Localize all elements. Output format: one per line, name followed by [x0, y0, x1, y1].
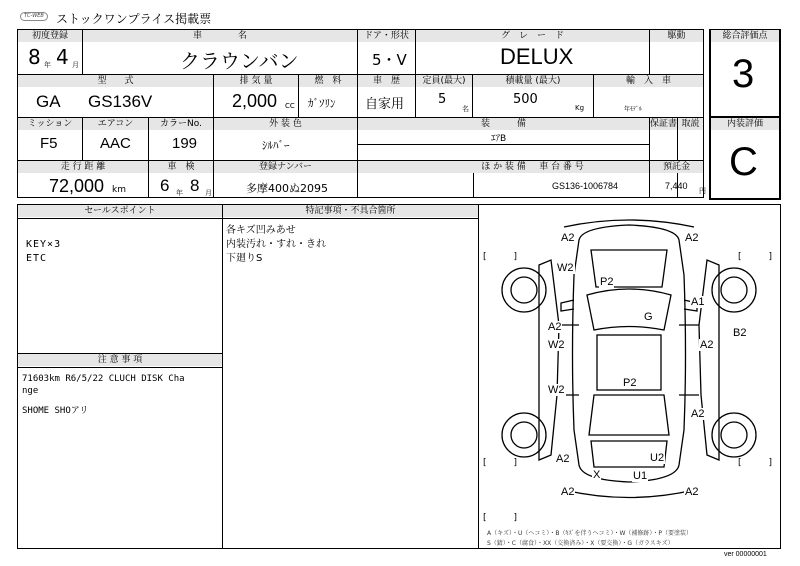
exterior-value: ｼﾙﾊﾞｰ — [262, 139, 290, 152]
recycle-value: 7,440 — [665, 181, 688, 191]
damage-mark: A2 — [561, 232, 575, 244]
car-name: クラウンバン — [180, 49, 299, 73]
first-reg-month: 4 — [56, 45, 69, 69]
chassis-value: GS136-1006784 — [552, 181, 619, 191]
damage-mark: A2 — [700, 339, 714, 351]
remark-line: 各キズ凹みあせ — [226, 225, 296, 236]
inspection-month: 8 — [190, 176, 200, 195]
label-mileage: 走 行 距 離 — [18, 161, 148, 173]
damage-mark: A2 — [685, 486, 699, 498]
equipment-value: ｴｱB — [491, 134, 507, 144]
label-drive: 駆動 — [650, 30, 703, 42]
diagram-bracket: [ ] — [483, 513, 518, 523]
displacement-unit: CC — [285, 102, 295, 110]
fuel-value: ｶﾞｿﾘﾝ — [308, 97, 336, 110]
diagram-bracket: [ ] — [738, 458, 773, 468]
damage-mark: A1 — [691, 296, 705, 308]
capacity-value: 5 — [438, 92, 447, 107]
overall-rating: 3 — [732, 52, 755, 96]
label-displacement: 排 気 量 — [214, 75, 298, 87]
recycle-unit: 円 — [699, 187, 706, 195]
label-car-name: 車 名 — [83, 30, 357, 42]
mileage-value: 72,000 — [49, 176, 105, 196]
type-value: GS136V — [88, 92, 153, 111]
label-mission: ミッション — [18, 118, 82, 130]
label-recycle: 預託金 — [650, 161, 703, 173]
first-reg-year-unit: 年 — [44, 61, 51, 69]
damage-mark: W2 — [548, 384, 565, 396]
label-notes: 注 意 事 項 — [18, 354, 222, 366]
damage-mark: W2 — [548, 339, 565, 351]
load-value: 500 — [513, 92, 538, 107]
damage-mark: G — [644, 311, 653, 323]
displacement-value: 2,000 — [232, 91, 278, 111]
grade-value: DELUX — [500, 44, 574, 69]
note-line: nge — [22, 386, 39, 396]
page-title: ストックワンプライス掲載票 — [56, 12, 212, 26]
label-load: 積載量 (最大) — [473, 75, 593, 87]
inspection-month-unit: 月 — [205, 189, 212, 197]
label-fuel: 燃 料 — [299, 75, 357, 87]
mission-value: F5 — [40, 135, 58, 152]
damage-mark: X — [593, 469, 601, 481]
label-interior-rating: 内装評価 — [711, 118, 779, 130]
label-overall-rating: 総合評価点 — [711, 30, 779, 42]
sales-point-line: KEY×3 — [26, 239, 62, 250]
label-other-equipment: ほ か 装 備 — [358, 161, 649, 173]
damage-mark: A2 — [691, 408, 705, 420]
remark-line: 内装汚れ・すれ・きれ — [226, 239, 326, 250]
diagram-bracket: [ ] — [738, 252, 773, 262]
inspection-year-unit: 年 — [176, 189, 183, 197]
label-color-no: カラーNo. — [149, 118, 213, 130]
inspection-year: 6 — [160, 176, 170, 195]
remark-line: 下廻りS — [226, 253, 263, 264]
damage-mark: A2 — [548, 321, 562, 333]
label-aircon: エアコン — [83, 118, 148, 130]
color-no-value: 199 — [172, 135, 198, 152]
label-type: 型 式 — [18, 75, 213, 87]
import-sub: 年ﾓﾃﾞﾙ — [624, 106, 643, 113]
damage-mark: P2 — [600, 276, 614, 288]
damage-mark: W2 — [557, 262, 574, 274]
label-grade: グ レ ー ド — [416, 30, 649, 42]
plate-value: 多摩400ぬ2095 — [246, 182, 328, 195]
damage-mark: P2 — [623, 377, 637, 389]
label-first-registration: 初度登録 — [18, 30, 82, 42]
sales-point-line: ETC — [26, 253, 48, 264]
label-import: 輸 入 車 — [594, 75, 703, 87]
interior-rating: C — [729, 140, 758, 184]
label-manual: 取説 — [678, 118, 703, 130]
load-unit: Kg — [575, 104, 585, 112]
damage-mark: U2 — [650, 452, 665, 464]
label-history: 車 歴 — [358, 75, 415, 87]
label-capacity: 定員(最大) — [416, 75, 472, 87]
capacity-unit: 名 — [462, 105, 469, 113]
mileage-unit: km — [112, 185, 126, 195]
label-inspection: 車 検 — [149, 161, 213, 173]
logo: TC-WEB — [20, 12, 48, 21]
aircon-value: AAC — [100, 135, 131, 152]
diagram-legend: A（キズ）・U（ヘコミ）・B（ｷｽﾞを伴うヘコミ）・W（補修跡）・P（要塗装） — [487, 530, 693, 537]
note-line: SHOME SHOアリ — [22, 406, 89, 416]
damage-mark: A2 — [556, 453, 570, 465]
label-warranty: 保証書 — [650, 119, 678, 129]
damage-mark: A2 — [561, 486, 575, 498]
type-prefix: GA — [36, 92, 61, 111]
diagram-bracket: [ ] — [483, 252, 518, 262]
label-sales-points: セールスポイント — [18, 205, 222, 217]
damage-mark: B2 — [733, 327, 747, 339]
label-exterior: 外 装 色 — [214, 118, 357, 130]
note-line: 71603km R6/5/22 CLUCH DISK Cha — [22, 374, 185, 384]
label-plate: 登録ナンバー — [214, 161, 357, 173]
diagram-legend: S（錆）・C（腐食）・XX（交換済み）・X（要交換）・G（ガラスキズ） — [487, 540, 674, 547]
car-damage-diagram — [479, 205, 780, 525]
label-door: ドア・形状 — [358, 30, 415, 42]
door-value: 5・V — [372, 51, 407, 69]
version-label: ver 00000001 — [724, 551, 767, 558]
label-remarks: 特記事項・不具合箇所 — [223, 205, 478, 217]
damage-mark: U1 — [633, 470, 648, 482]
first-reg-month-unit: 月 — [72, 61, 79, 69]
first-reg-year: 8 — [28, 45, 41, 69]
damage-mark: A2 — [685, 232, 699, 244]
label-chassis: 車 台 番 号 — [539, 162, 584, 172]
diagram-bracket: [ ] — [483, 458, 518, 468]
history-value: 自家用 — [365, 97, 405, 112]
label-equipment: 装 備 — [358, 118, 649, 130]
